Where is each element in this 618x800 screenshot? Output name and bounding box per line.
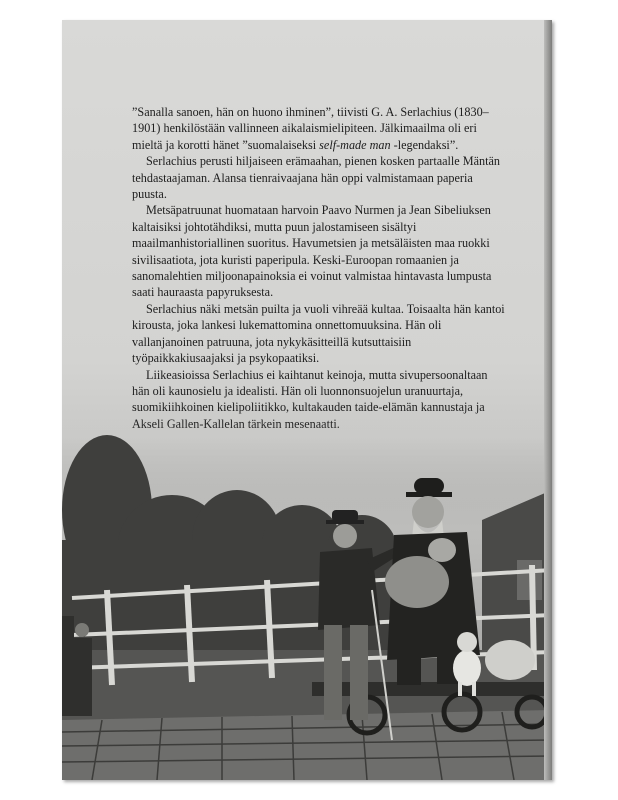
blurb-paragraph-3: Metsäpatruunat huomataan harvoin Paavo Nurmen ja Jean Sibeliuksen kaltaisiksi johtotähdiksi, mutta puun jalostamiseen sisältyi maailmanhistoriallinen suoritus. Havumetsien ja metsäläisten maa ruokki sivilisaatiota, jota kuristi paperipula. Keski-Euroopan romaanien ja sanomalehtien miljoonapainoksia ei voinut valmistaa hintavasta lumpusta saati hauraasta papyruksesta. [132, 203, 492, 300]
blurb-text [132, 104, 508, 432]
cover-edge [544, 20, 552, 780]
book-back-cover [62, 20, 552, 780]
historic-photograph [62, 420, 552, 780]
dog-fluffy [485, 640, 535, 680]
blurb-paragraph-4: Serlachius näki metsän puilta ja vuoli vihreää kultaa. Toisaalta hän kantoi kirousta, joka lankesi lukemattomina onnettomuuksina. Hän oli vallanjanoinen patruuna, jota nykykäsitteillä kutsuttaisiin työpaikkakiusaajaksi ja psykopaatiksi. [132, 301, 505, 366]
blurb-paragraph-2: Serlachius perusti hiljaiseen erämaahan, pienen kosken partaalle Mäntän tehdastaajaman. Alansa tienraivaajana hän oppi valmistamaan paperia puusta. [132, 154, 500, 202]
blurb-paragraph-1: ”Sanalla sanoen, hän on huono ihminen”, tiivisti G. A. Serlachius (1830–1901) henkilöstään vallinneen aikalaismielipiteen. Jälkimaailma oli eri mieltä ja korotti hänet ”suomalaiseksi self-made man -legendaksi”. [132, 105, 489, 152]
emphasis-self-made-man: self-made man [319, 137, 391, 152]
bystanders-left [62, 616, 92, 716]
blurb-paragraph-5: Liikeasioissa Serlachius ei kaihtanut keinoja, mutta sivupersoonaltaan hän oli kaunosielu ja idealisti. Hän oli luonnonsuojelun uranuurtaja, suomikiihkoinen kielipoliitikko, kultakauden taide-elämän kannustaja ja [132, 367, 488, 415]
